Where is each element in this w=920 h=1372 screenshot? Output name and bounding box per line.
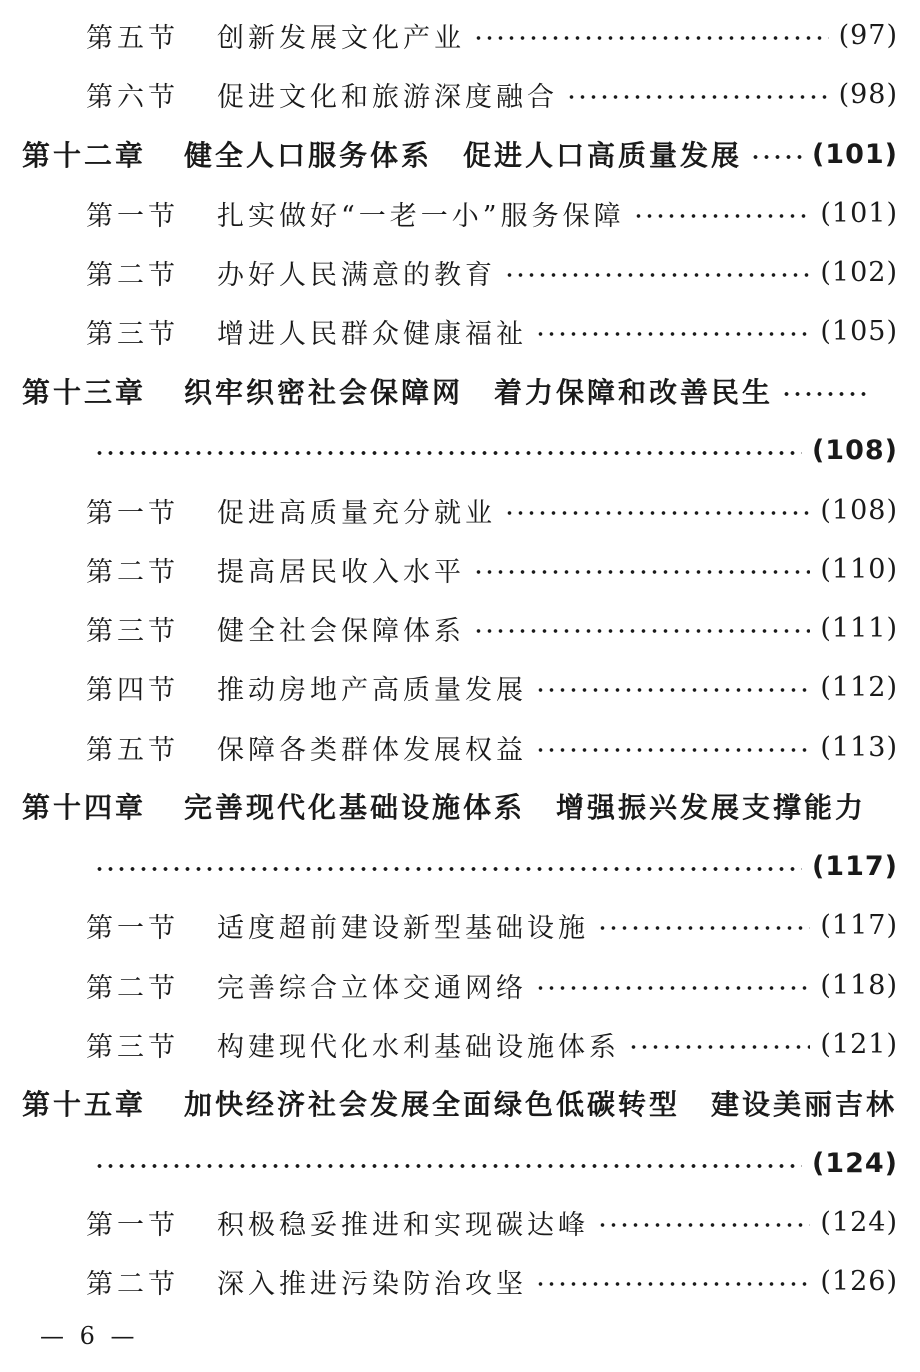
toc-entry-number: 第十二章 (22, 139, 147, 172)
toc-entry-number: 第四节 (86, 674, 179, 706)
toc-entry-title: 构建现代化水利基础设施体系 (217, 1031, 620, 1063)
toc-entry-number: 第五节 (86, 22, 179, 54)
dot-leader (535, 986, 810, 990)
toc-entry-number: 第五节 (86, 734, 179, 766)
toc-page-number: (126) (820, 1265, 898, 1297)
dot-leader (633, 214, 811, 218)
toc-entry-title: 提高居民收入水平 (217, 556, 465, 588)
toc-entry-number: 第十三章 (22, 376, 147, 409)
toc-page-number: (98) (838, 78, 898, 110)
dot-leader (628, 1045, 810, 1049)
toc-section-entry[interactable] (0, 549, 920, 589)
toc-continuation-line[interactable] (0, 1143, 920, 1183)
toc-section-entry[interactable] (0, 608, 920, 648)
dot-leader (535, 688, 810, 692)
toc-section-entry[interactable] (0, 311, 920, 351)
toc-page-number: (110) (820, 553, 898, 585)
toc-entry-title: 织牢织密社会保障网 着力保障和改善民生 (184, 376, 774, 409)
toc-page-number: (124) (820, 1206, 898, 1238)
toc-entry-number: 第十五章 (22, 1088, 147, 1121)
dot-leader (94, 451, 802, 455)
toc-chapter-entry[interactable] (0, 1083, 920, 1123)
toc-entry-number: 第十四章 (22, 791, 147, 824)
dot-leader (504, 273, 810, 277)
toc-entry-number: 第二节 (86, 972, 179, 1004)
toc-page-number: (118) (820, 969, 898, 1001)
toc-section-entry[interactable] (0, 1024, 920, 1064)
toc-page-number: (121) (820, 1028, 898, 1060)
dot-leader (473, 36, 829, 40)
toc-page-number: (108) (811, 434, 898, 466)
toc-entry-title: 积极稳妥推进和实现碳达峰 (217, 1209, 589, 1241)
toc-continuation-line[interactable] (0, 430, 920, 470)
toc-entry-title: 加快经济社会发展全面绿色低碳转型 建设美丽吉林 (184, 1088, 898, 1121)
toc-section-entry[interactable] (0, 727, 920, 767)
dot-leader (473, 570, 810, 574)
toc-section-entry[interactable] (0, 74, 920, 114)
toc-entry-title: 创新发展文化产业 (217, 22, 465, 54)
page-number-footer: — 6 — (40, 1322, 139, 1350)
toc-entry-number: 第一节 (86, 912, 179, 944)
toc-page-number: (117) (820, 909, 898, 941)
toc-section-entry[interactable] (0, 905, 920, 945)
toc-entry-title: 促进文化和旅游深度融合 (217, 81, 558, 113)
dot-leader (535, 1282, 810, 1286)
dot-leader (781, 392, 868, 396)
dot-leader (566, 95, 829, 99)
toc-entry-number: 第六节 (86, 81, 179, 113)
toc-page-number: (124) (811, 1147, 898, 1179)
toc-entry-title: 促进高质量充分就业 (217, 497, 496, 529)
toc-entry-number: 第二节 (86, 556, 179, 588)
toc-section-entry[interactable] (0, 965, 920, 1005)
toc-page-number: (112) (820, 671, 898, 703)
toc-page-number: (108) (820, 494, 898, 526)
toc-entry-title: 完善综合立体交通网络 (217, 972, 527, 1004)
toc-page-number: (101) (820, 197, 898, 229)
toc-page-number: (97) (838, 19, 898, 51)
toc-entry-title: 扎实做好“一老一小”服务保障 (217, 200, 625, 232)
toc-chapter-entry[interactable] (0, 371, 920, 411)
toc-continuation-line[interactable] (0, 846, 920, 886)
toc-entry-number: 第二节 (86, 259, 179, 291)
dot-leader (535, 748, 810, 752)
dot-leader (94, 1164, 802, 1168)
dot-leader (750, 155, 802, 159)
toc-page-number: (101) (811, 138, 898, 170)
toc-entry-number: 第一节 (86, 1209, 179, 1241)
dot-leader (504, 511, 810, 515)
toc-entry-number: 第三节 (86, 1031, 179, 1063)
toc-page-number: (105) (820, 315, 898, 347)
toc-page-number: (102) (820, 256, 898, 288)
toc-entry-number: 第二节 (86, 1268, 179, 1300)
toc-entry-number: 第三节 (86, 318, 179, 350)
toc-section-entry[interactable] (0, 490, 920, 530)
toc-entry-number: 第一节 (86, 200, 179, 232)
toc-page-number: (117) (811, 850, 898, 882)
toc-entry-title: 增进人民群众健康福祉 (217, 318, 527, 350)
dot-leader (473, 629, 810, 633)
toc-entry-title: 完善现代化基础设施体系 增强振兴发展支撑能力 (184, 791, 867, 824)
toc-section-entry[interactable] (0, 1261, 920, 1301)
toc-entry-title: 推动房地产高质量发展 (217, 674, 527, 706)
toc-section-entry[interactable] (0, 667, 920, 707)
dot-leader (535, 332, 810, 336)
dot-leader (597, 926, 810, 930)
toc-section-entry[interactable] (0, 252, 920, 292)
toc-entry-title: 健全人口服务体系 促进人口高质量发展 (184, 139, 743, 172)
toc-entry-title: 深入推进污染防治攻坚 (217, 1268, 527, 1300)
toc-section-entry[interactable] (0, 15, 920, 55)
toc-entry-title: 保障各类群体发展权益 (217, 734, 527, 766)
toc-entry-number: 第一节 (86, 497, 179, 529)
toc-page-number: (111) (820, 612, 898, 644)
toc-chapter-entry[interactable] (0, 786, 920, 826)
dot-leader (94, 867, 802, 871)
toc-chapter-entry[interactable] (0, 134, 920, 174)
toc-page-number: (113) (820, 731, 898, 763)
toc-entry-title: 适度超前建设新型基础设施 (217, 912, 589, 944)
toc-section-entry[interactable] (0, 1202, 920, 1242)
dot-leader (597, 1223, 810, 1227)
toc-entry-title: 健全社会保障体系 (217, 615, 465, 647)
toc-entry-number: 第三节 (86, 615, 179, 647)
toc-entry-title: 办好人民满意的教育 (217, 259, 496, 291)
toc-section-entry[interactable] (0, 193, 920, 233)
